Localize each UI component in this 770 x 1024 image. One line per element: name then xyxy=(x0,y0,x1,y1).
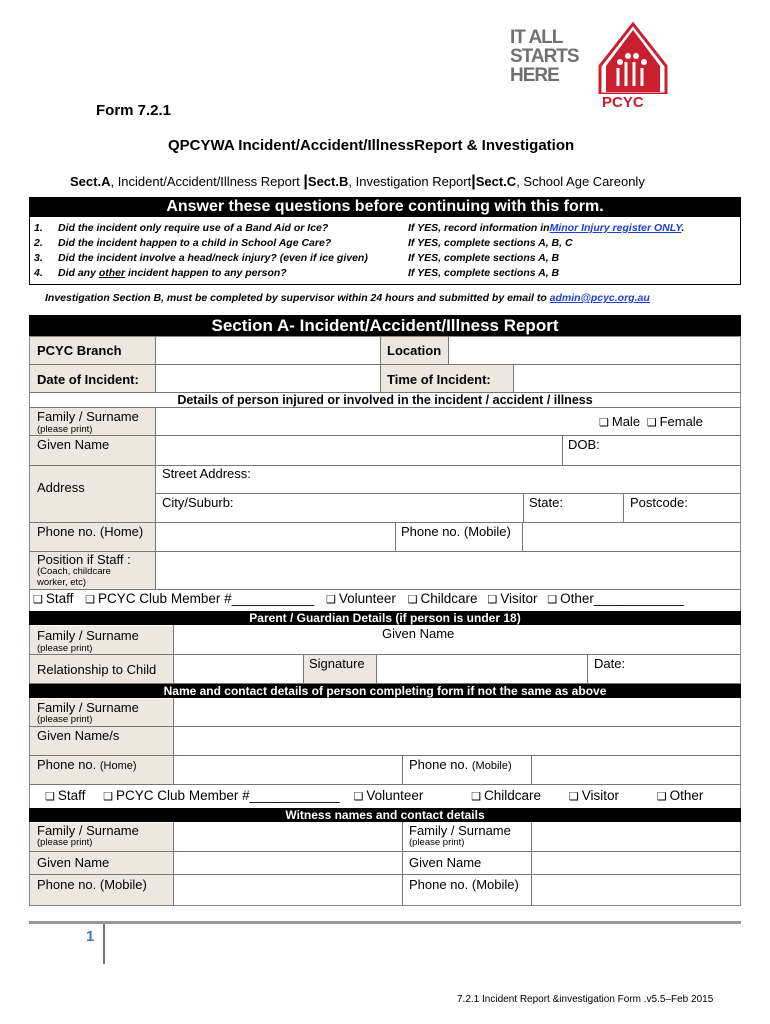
logo-brand: PCYC xyxy=(602,94,644,111)
volunteer-2-checkbox[interactable] xyxy=(353,788,366,803)
other-checkbox[interactable] xyxy=(547,591,560,606)
completer-given-label: Given Name/s xyxy=(37,728,120,743)
branch-input[interactable] xyxy=(156,337,380,364)
phone-mobile-label: Phone no. (Mobile) xyxy=(401,524,511,539)
member-checkbox[interactable] xyxy=(85,591,98,606)
completer-please-print: (please print) xyxy=(37,714,93,725)
visitor-2-checkbox[interactable] xyxy=(569,788,582,803)
completer-family-input[interactable] xyxy=(174,699,740,726)
postcode-label[interactable]: Postcode: xyxy=(630,495,688,510)
parent-please-print: (please print) xyxy=(37,643,93,654)
gender-options: ❑ Male ❑ Female xyxy=(599,414,703,429)
investigation-note: Investigation Section B, must be completed by supervisor within 24 hours and submitted by email to admin@pcyc.org.au xyxy=(45,292,650,304)
male-checkbox[interactable] xyxy=(599,414,612,429)
member-2-checkbox[interactable] xyxy=(103,788,116,803)
question-4: 4. Did any other incident happen to any person? xyxy=(34,267,287,279)
question-1: 1. Did the incident only require use of a Band Aid or Ice? xyxy=(34,222,329,234)
other-2-checkbox[interactable] xyxy=(657,788,670,803)
address-label: Address xyxy=(37,480,85,495)
witness-1-given-label: Given Name xyxy=(37,855,110,870)
phone-home-label: Phone no. (Home) xyxy=(37,524,144,539)
position-input[interactable] xyxy=(156,552,740,589)
witness-2-given-label: Given Name xyxy=(409,855,482,870)
answer-4: If YES, complete sections A, B xyxy=(408,267,560,279)
sections-line: Sect.A, Incident/Accident/Illness Report |Sect.B, Investigation Report|Sect.C, School Age Careonly xyxy=(70,173,645,190)
answer-2: If YES, complete sections A, B, C xyxy=(408,237,573,249)
completer-phone-home-label: Phone no. (Home) xyxy=(37,757,137,772)
completer-heading: Name and contact details of person completing form if not the same as above xyxy=(29,684,741,698)
branch-label: PCYC Branch xyxy=(37,343,122,358)
answer-3: If YES, complete sections A, B xyxy=(408,252,560,264)
completer-phone-mobile-input[interactable] xyxy=(532,756,740,784)
injured-please-print: (please print) xyxy=(37,424,93,435)
section-a-title: Section A- Incident/Accident/Illness Report xyxy=(29,315,741,336)
witness-1-please-print: (please print) xyxy=(37,837,93,848)
logo xyxy=(508,22,668,112)
injured-given-label: Given Name xyxy=(37,437,110,452)
phone-home-input[interactable] xyxy=(156,523,395,551)
staff-checkbox[interactable] xyxy=(33,591,46,606)
questions-answers xyxy=(408,221,684,281)
role-row-1: ❑ Staff ❑ PCYC Club Member #___________ ❑ Volunteer ❑ Childcare ❑ Visitor ❑ Other____________ xyxy=(33,591,738,606)
footer-text: 7.2.1 Incident Report &investigation Form .v5.5–Feb 2015 xyxy=(457,994,714,1005)
phone-mobile-input[interactable] xyxy=(523,523,740,551)
location-label: Location xyxy=(387,343,442,358)
parent-family-label: Family / Surname xyxy=(37,628,139,643)
time-input[interactable] xyxy=(514,365,740,392)
witness-1-phone-label: Phone no. (Mobile) xyxy=(37,877,147,892)
parent-heading: Parent / Guardian Details (if person is under 18) xyxy=(29,611,741,625)
visitor-checkbox[interactable] xyxy=(487,591,500,606)
form-number: Form 7.2.1 xyxy=(96,102,172,119)
state-label[interactable]: State: xyxy=(529,495,563,510)
signature-input[interactable] xyxy=(377,655,587,683)
witness-1-family-label: Family / Surname xyxy=(37,823,139,838)
completer-phone-home-input[interactable] xyxy=(174,756,401,784)
parent-given-label: Given Name xyxy=(382,626,455,641)
admin-email-link[interactable]: admin@pcyc.org.au xyxy=(549,292,650,304)
time-label: Time of Incident: xyxy=(387,372,491,387)
witness-2-please-print: (please print) xyxy=(409,837,465,848)
staff-2-checkbox[interactable] xyxy=(45,788,58,803)
answer-1: If YES, record information inMinor Injury register ONLY. xyxy=(408,222,685,234)
role-row-2: ❑ Staff ❑ PCYC Club Member #____________ ❑ Volunteer ❑ Childcare ❑ Visitor ❑ Other xyxy=(45,788,735,803)
signature-label: Signature xyxy=(309,656,365,671)
page-title: QPCYWA Incident/Accident/IllnessReport & Investigation xyxy=(168,137,575,154)
question-3: 3. Did the incident involve a head/neck injury? (even if ice given) xyxy=(34,252,368,264)
relationship-input[interactable] xyxy=(174,655,303,683)
parent-family-input[interactable] xyxy=(174,626,374,654)
witness-2-family-input[interactable] xyxy=(532,823,740,851)
witness-2-family-label: Family / Surname xyxy=(409,823,511,838)
witness-2-phone-label: Phone no. (Mobile) xyxy=(409,877,519,892)
position-note: (Coach, childcare worker, etc) xyxy=(37,566,111,588)
location-input[interactable] xyxy=(449,337,740,364)
volunteer-checkbox[interactable] xyxy=(326,591,339,606)
childcare-checkbox[interactable] xyxy=(408,591,421,606)
date-label: Date of Incident: xyxy=(37,372,139,387)
completer-phone-mobile-label: Phone no. (Mobile) xyxy=(409,757,512,772)
pcyc-emblem-icon xyxy=(598,22,668,94)
dob-label: DOB: xyxy=(568,437,600,452)
injured-family-label: Family / Surname xyxy=(37,409,139,424)
witness-1-family-input[interactable] xyxy=(174,823,401,851)
questions-heading: Answer these questions before continuing with this form. xyxy=(29,197,741,217)
details-heading: Details of person injured or involved in the incident / accident / illness xyxy=(177,393,593,407)
completer-family-label: Family / Surname xyxy=(37,700,139,715)
parent-date-label: Date: xyxy=(594,656,626,671)
completer-given-input[interactable] xyxy=(174,727,740,755)
footer-divider xyxy=(103,924,105,964)
female-checkbox[interactable] xyxy=(647,414,660,429)
page-number: 1 xyxy=(86,928,95,945)
logo-tagline: IT ALL STARTS HERE xyxy=(510,27,579,86)
childcare-2-checkbox[interactable] xyxy=(471,788,484,803)
questions-list xyxy=(34,221,368,281)
footer-rule xyxy=(29,921,741,924)
question-2: 2. Did the incident happen to a child in School Age Care? xyxy=(34,237,332,249)
relationship-label: Relationship to Child xyxy=(37,662,157,677)
position-label: Position if Staff : xyxy=(37,552,131,567)
street-label[interactable]: Street Address: xyxy=(162,466,251,481)
date-input[interactable] xyxy=(156,365,380,392)
injured-given-input[interactable] xyxy=(156,436,561,465)
witness-heading: Witness names and contact details xyxy=(29,808,741,822)
city-label[interactable]: City/Suburb: xyxy=(162,495,234,510)
minor-injury-link[interactable]: Minor Injury register ONLY xyxy=(549,222,682,234)
